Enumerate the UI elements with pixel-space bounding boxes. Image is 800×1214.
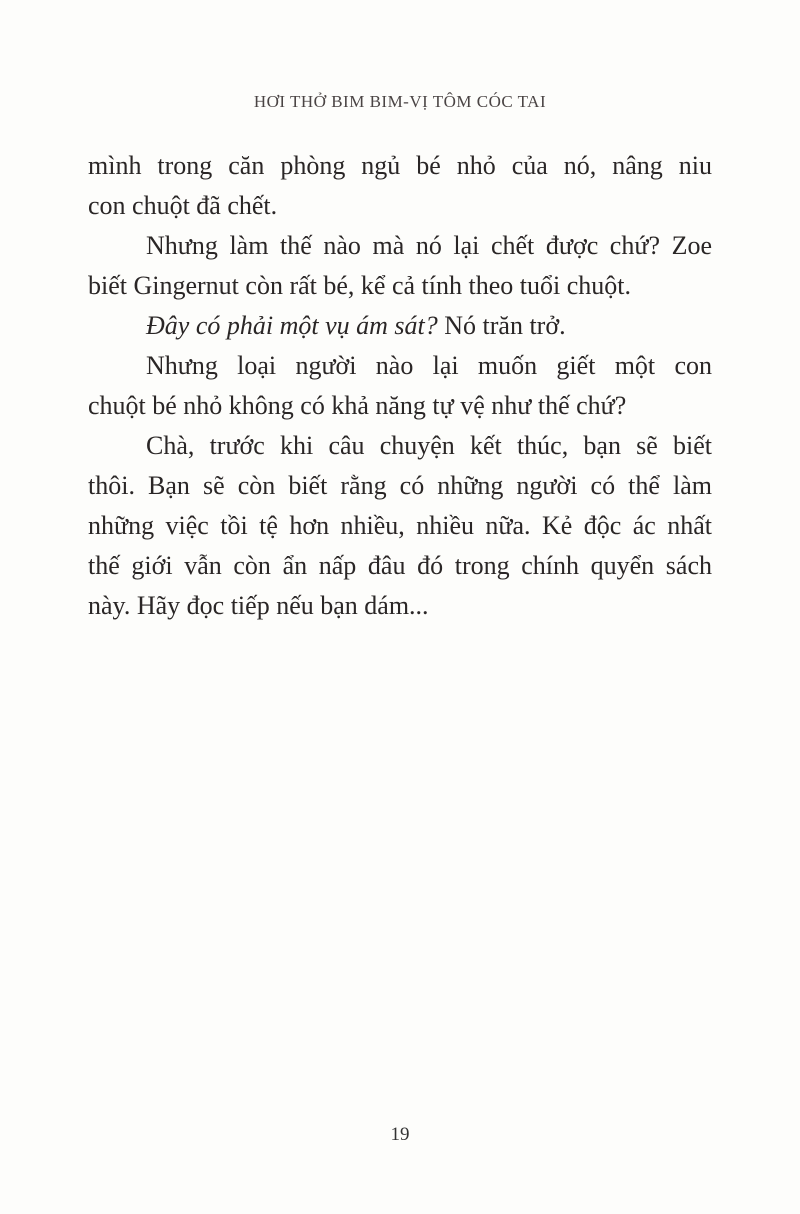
line-text: thế giới vẫn còn ẩn nấp đâu đó trong chính quyển sách [88,551,712,580]
text-line [88,386,712,426]
line-text: thôi. Bạn sẽ còn biết rằng có những người có thể làm [88,471,712,500]
text-line [88,586,712,626]
line-text: con chuột đã chết. [88,191,278,220]
line-text: Nhưng loại người nào lại muốn giết một con [146,351,712,380]
text-line [88,506,712,546]
text-line [88,466,712,506]
line-text: này. Hãy đọc tiếp nếu bạn dám... [88,591,429,620]
line-text: những việc tồi tệ hơn nhiều, nhiều nữa. Kẻ độc ác nhất [88,511,712,540]
text-line [88,226,712,266]
page-number: 19 [390,1124,410,1145]
running-header: HƠI THỞ BIM BIM-VỊ TÔM CÓC TAI [253,92,547,111]
line-text: biết Gingernut còn rất bé, kể cả tính theo tuổi chuột. [88,271,631,300]
text-line [88,346,712,386]
line-text: Nó trăn trở. [437,311,566,340]
line-text: Nhưng làm thế nào mà nó lại chết được chứ? Zoe [146,231,712,260]
text-line [88,146,712,186]
text-line [88,426,712,466]
text-line [88,306,712,346]
line-text: Chà, trước khi câu chuyện kết thúc, bạn sẽ biết [146,431,712,460]
line-text: mình trong căn phòng ngủ bé nhỏ của nó, nâng niu [88,151,712,180]
text-line [88,186,712,226]
italic-text: Đây có phải một vụ ám sát? [146,311,438,340]
line-text: chuột bé nhỏ không có khả năng tự vệ như thế chứ? [88,391,627,420]
text-line [88,546,712,586]
body-text [88,146,712,626]
text-line [88,266,712,306]
